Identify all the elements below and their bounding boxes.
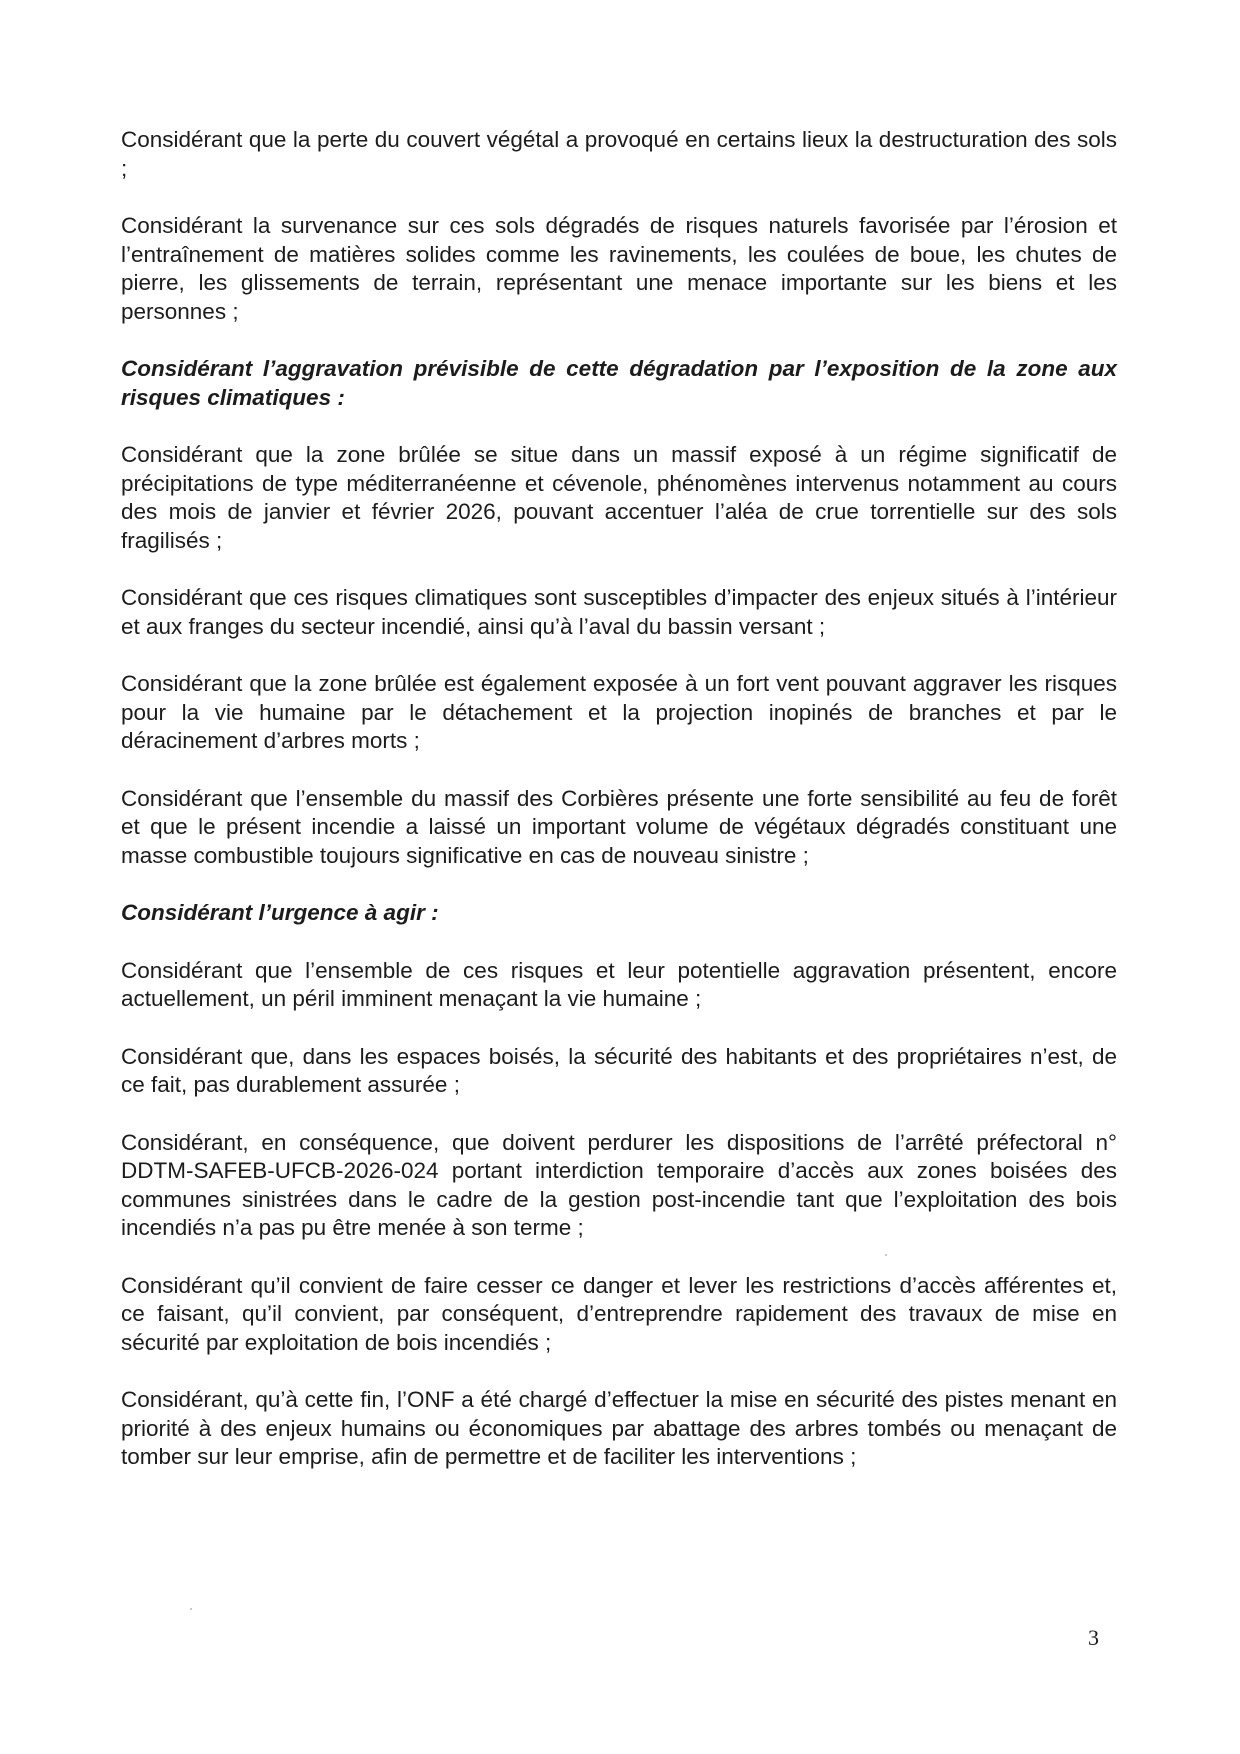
paragraph-precipitation-regime: Considérant que la zone brûlée se situe dans un massif exposé à un régime significatif de précipitations de type méditerranéenne et cévenole, phénomènes intervenus notamment au cours des mois de janvier et février 2026, pouvant accentuer l’aléa de crue torrentielle sur des sols fragilisés ; [121, 442, 1117, 553]
page-number: 3 [1088, 1625, 1099, 1650]
paragraph-strong-wind: Considérant que la zone brûlée est également exposée à un fort vent pouvant aggraver les risques pour la vie humaine par le détachement et la projection inopinés de branches et par le déracinement d’arbres morts ; [121, 671, 1117, 753]
heading-climatic-risks: Considérant l’aggravation prévisible de cette dégradation par l’exposition de la zone aux risques climatiques : [121, 356, 1117, 410]
paragraph-lift-restrictions: Considérant qu’il convient de faire cesser ce danger et lever les restrictions d’accès afférentes et, ce faisant, qu’il convient, par conséquent, d’entreprendre rapidement des travaux de mise en sécurité par exploitation de bois incendiés ; [121, 1272, 1117, 1355]
heading-urgency: Considérant l’urgence à agir : [121, 900, 439, 925]
paragraph-fire-sensitivity: Considérant que l’ensemble du massif des Corbières présente une forte sensibilité au feu de forêt et que le présent incendie a laissé un important volume de végétaux dégradés constituant une masse combustible toujours significative en cas de nouveau sinistre ; [121, 785, 1117, 868]
paragraph-natural-risks: Considérant la survenance sur ces sols dégradés de risques naturels favorisée par l’érosion et l’entraînement de matières solides comme les ravinements, les coulées de boue, les chutes de pierre, les glissements de terrain, représentant une menace importante sur les biens et les personnes ; [121, 213, 1117, 324]
paragraph-prefectoral-order: Considérant, en conséquence, que doivent perdurer les dispositions de l’arrêté préfectoral n° DDTM-SAFEB-UFCB-2026-024 portant interdiction temporaire d’accès aux zones boisées des communes sinistrées dans le cadre de la gestion post-incendie tant que l’exploitation des bois incendiés n’a pas pu être menée à son terme ; [121, 1129, 1117, 1240]
scan-speck [190, 1608, 192, 1610]
paragraph-climatic-impacts: Considérant que ces risques climatiques sont susceptibles d’impacter des enjeux situés à l’intérieur et aux franges du secteur incendié, ainsi qu’à l’aval du bassin versant ; [121, 585, 1117, 639]
paragraph-safety-not-ensured: Considérant que, dans les espaces boisés, la sécurité des habitants et des propriétaires n’est, de ce fait, pas durablement assurée ; [121, 1043, 1117, 1097]
scan-speck [885, 1254, 887, 1256]
paragraph-soil-destructuring: Considérant que la perte du couvert végétal a provoqué en certains lieux la destructuration des sols ; [121, 127, 1117, 181]
document-body [121, 126, 1117, 1501]
paragraph-imminent-peril: Considérant que l’ensemble de ces risques et leur potentielle aggravation présentent, encore actuellement, un péril imminent menaçant la vie humaine ; [121, 957, 1117, 1011]
paragraph-onf-mission: Considérant, qu’à cette fin, l’ONF a été chargé d’effectuer la mise en sécurité des pistes menant en priorité à des enjeux humains ou économiques par abattage des arbres tombés ou menaçant de tomber sur leur emprise, afin de permettre et de faciliter les interventions ; [121, 1387, 1117, 1469]
